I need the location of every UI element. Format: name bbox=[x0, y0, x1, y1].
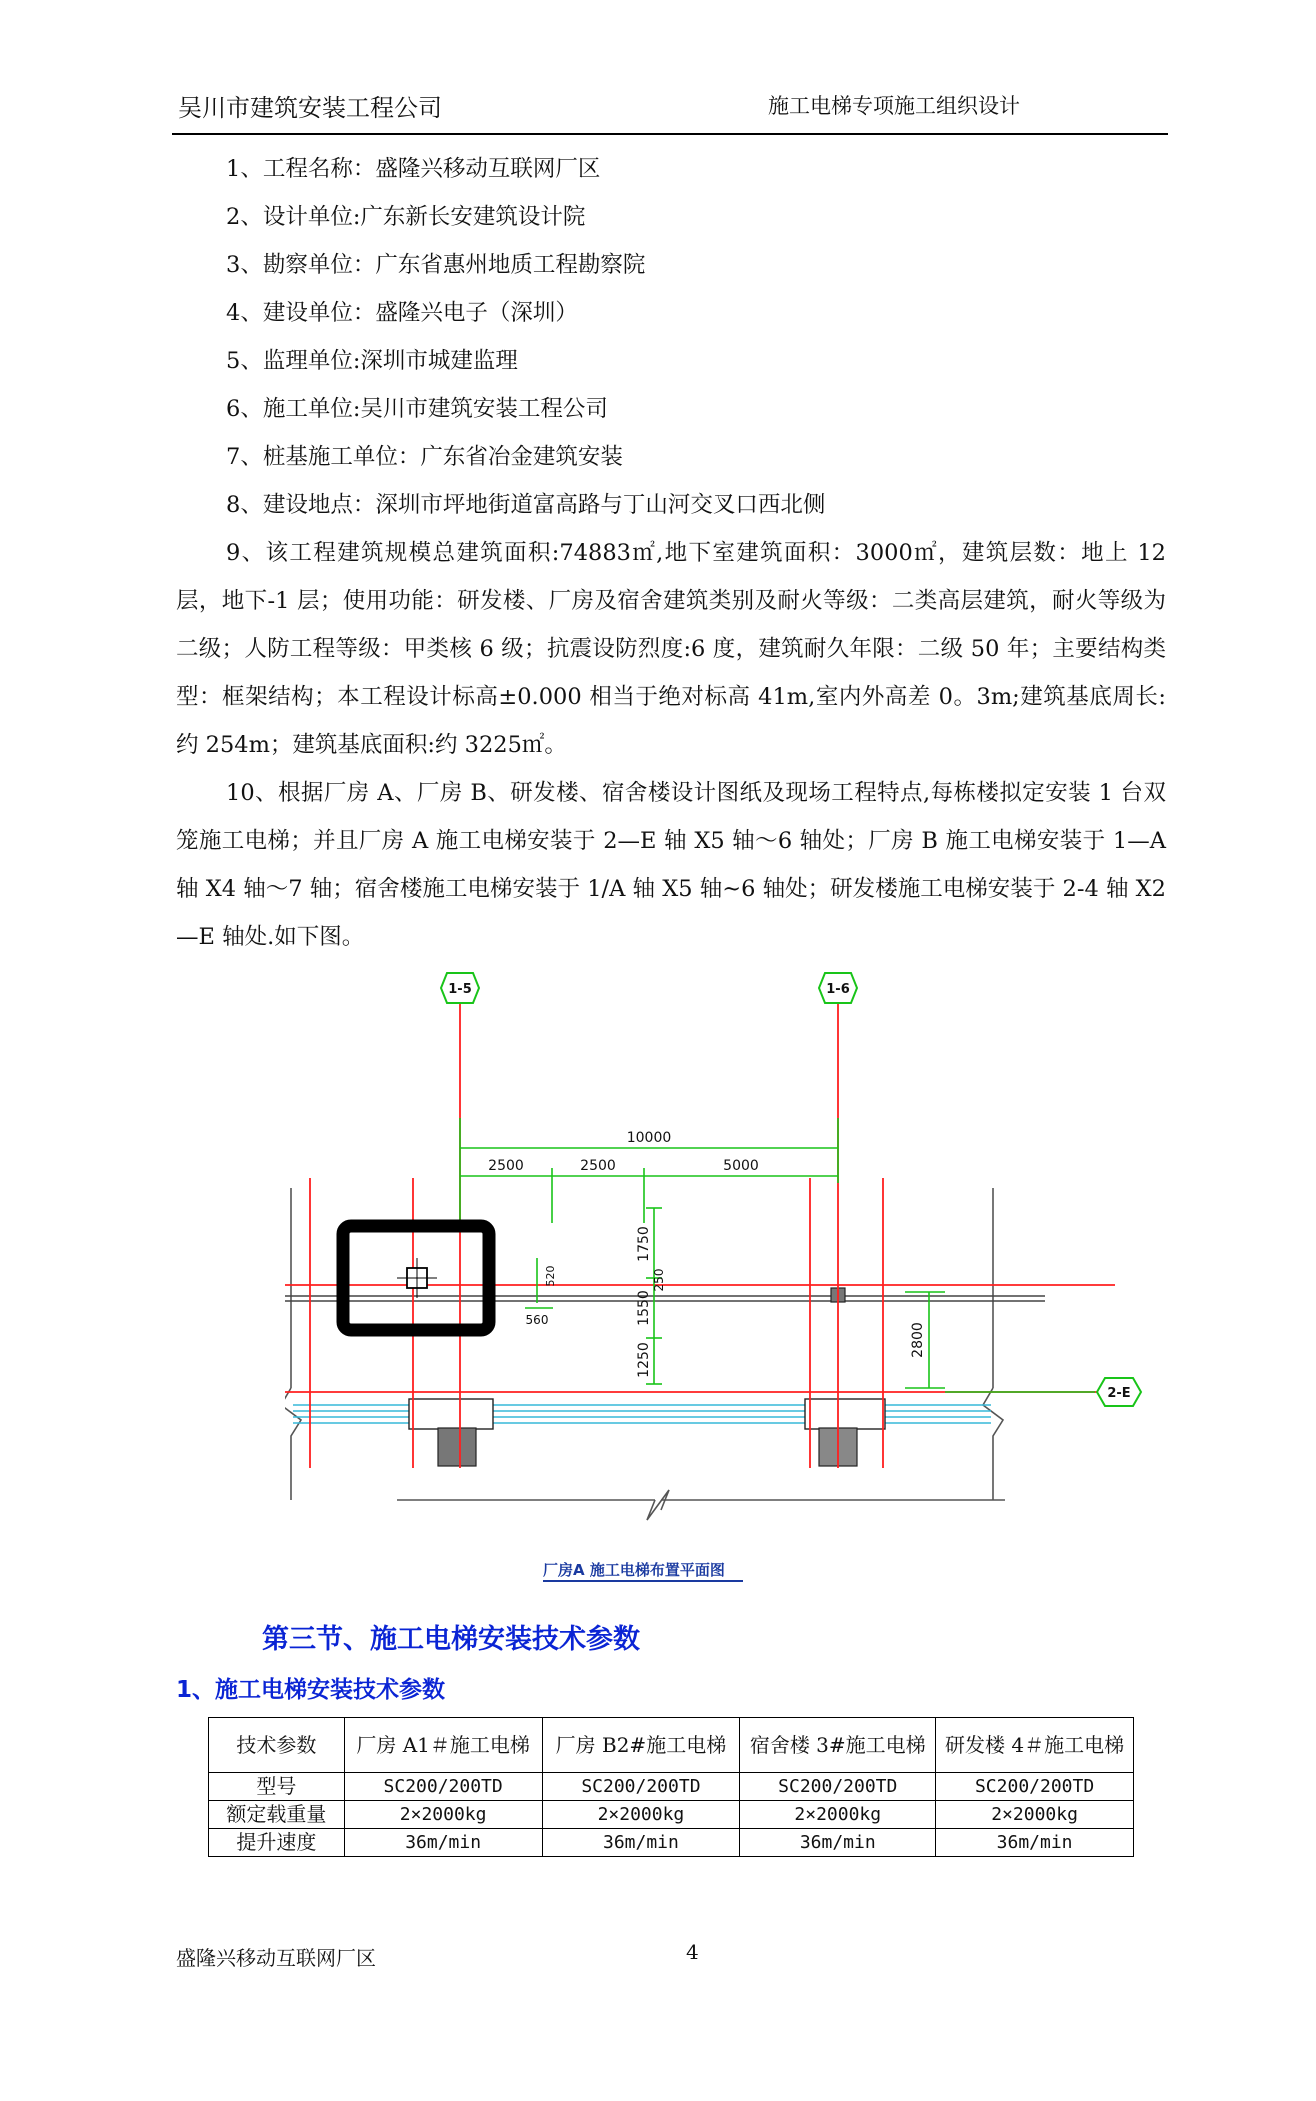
table-row bbox=[209, 1773, 1134, 1801]
table-row bbox=[209, 1829, 1134, 1857]
dimension-lines bbox=[460, 1118, 1095, 1392]
svg-text:250: 250 bbox=[652, 1268, 666, 1292]
project-info-item-4: 4、建设单位：盛隆兴电子（深圳） bbox=[226, 300, 578, 326]
table-cell: 型号 bbox=[209, 1773, 345, 1801]
table-cell: 提升速度 bbox=[209, 1829, 345, 1857]
caption-underline bbox=[543, 1580, 743, 1582]
header-rule bbox=[172, 133, 1168, 135]
table-header-cell: 技术参数 bbox=[209, 1718, 345, 1773]
svg-text:1-5: 1-5 bbox=[448, 982, 472, 997]
table-cell: SC200/200TD bbox=[542, 1773, 740, 1801]
axis-bubble-1-5 bbox=[441, 973, 479, 1003]
table-cell: 2×2000kg bbox=[740, 1801, 936, 1829]
svg-text:10000: 10000 bbox=[626, 1130, 672, 1146]
table-cell: 2×2000kg bbox=[542, 1801, 740, 1829]
table-cell: SC200/200TD bbox=[740, 1773, 936, 1801]
figure-caption: 厂房A 施工电梯布置平面图 bbox=[543, 1561, 725, 1579]
table-header-cell: 宿舍楼 3#施工电梯 bbox=[740, 1718, 936, 1773]
project-info-item-6: 6、施工单位:吴川市建筑安装工程公司 bbox=[226, 396, 608, 422]
svg-text:1250: 1250 bbox=[636, 1342, 652, 1378]
table-cell: 额定载重量 bbox=[209, 1801, 345, 1829]
project-info-item-3: 3、勘察单位：广东省惠州地质工程勘察院 bbox=[226, 252, 646, 278]
header-document-title: 施工电梯专项施工组织设计 bbox=[768, 94, 1020, 118]
project-info-item-2: 2、设计单位:广东新长安建筑设计院 bbox=[226, 204, 586, 230]
svg-text:1550: 1550 bbox=[636, 1290, 652, 1326]
project-info-item-8: 8、建设地点：深圳市坪地街道富高路与丁山河交叉口西北侧 bbox=[226, 492, 826, 518]
document-body bbox=[176, 145, 1166, 961]
svg-text:520: 520 bbox=[544, 1265, 557, 1287]
axis-bubble-2-e bbox=[1097, 1378, 1141, 1406]
project-info-item-1: 1、工程名称：盛隆兴移动互联网厂区 bbox=[226, 156, 601, 182]
footer-project-name: 盛隆兴移动互联网厂区 bbox=[176, 1946, 376, 1970]
slab-edge-lines bbox=[285, 1296, 1045, 1301]
project-scale-paragraph: 9、该工程建筑规模总建筑面积:74883㎡,地下室建筑面积：3000㎡，建筑层数：地上 12 层，地下-1 层；使用功能：研发楼、厂房及宿舍建筑类别及耐火等级：二类高层建筑，耐火等级为二级；人防工程等级：甲类核 6 级；抗震设防烈度:6 度，建筑耐久年限：二级 50 年；主要结构类型：框架结构；本工程设计标高±0.000 相当于绝对标高 41m,室内外高差 0。3m;建筑基底周长:约 254m；建筑基底面积:约 3225㎡。 bbox=[176, 540, 1166, 758]
section-title: 第三节、施工电梯安装技术参数 bbox=[262, 1624, 640, 1655]
svg-text:2500: 2500 bbox=[488, 1158, 524, 1174]
table-header-cell: 厂房 B2#施工电梯 bbox=[542, 1718, 740, 1773]
table-header-cell: 厂房 A1＃施工电梯 bbox=[344, 1718, 542, 1773]
table-header-cell: 研发楼 4＃施工电梯 bbox=[936, 1718, 1134, 1773]
svg-text:5000: 5000 bbox=[723, 1158, 759, 1174]
svg-text:560: 560 bbox=[525, 1313, 549, 1327]
table-cell: 36m/min bbox=[344, 1829, 542, 1857]
elevator-location-paragraph: 10、根据厂房 A、厂房 B、研发楼、宿舍楼设计图纸及现场工程特点,每栋楼拟定安装 1 台双笼施工电梯；并且厂房 A 施工电梯安装于 2—E 轴 X5 轴～6 轴处；厂房 B 施工电梯安装于 1—A 轴 X4 轴～7 轴；宿舍楼施工电梯安装于 1/A 轴 X5 轴~6 轴处；研发楼施工电梯安装于 2-4 轴 X2—E 轴处.如下图。 bbox=[176, 780, 1166, 950]
svg-text:1-6: 1-6 bbox=[826, 982, 850, 997]
svg-text:1750: 1750 bbox=[636, 1226, 652, 1262]
elevator-layout-plan-drawing bbox=[285, 968, 1145, 1548]
table-cell: 36m/min bbox=[740, 1829, 936, 1857]
lintel-boxes bbox=[409, 1399, 885, 1429]
table-cell: 36m/min bbox=[542, 1829, 740, 1857]
header-company: 吴川市建筑安装工程公司 bbox=[178, 94, 442, 122]
table-cell: 2×2000kg bbox=[344, 1801, 542, 1829]
table-cell: 36m/min bbox=[936, 1829, 1134, 1857]
table-cell: SC200/200TD bbox=[936, 1773, 1134, 1801]
elevator-parameters-table bbox=[208, 1717, 1134, 1857]
svg-text:2500: 2500 bbox=[580, 1158, 616, 1174]
elevator-cage bbox=[343, 1226, 489, 1330]
project-info-item-7: 7、桩基施工单位：广东省冶金建筑安装 bbox=[226, 444, 623, 470]
svg-text:2-E: 2-E bbox=[1107, 1386, 1131, 1401]
page-number: 4 bbox=[686, 1940, 699, 1964]
table-header-row bbox=[209, 1718, 1134, 1773]
table-cell: SC200/200TD bbox=[344, 1773, 542, 1801]
project-info-item-5: 5、监理单位:深圳市城建监理 bbox=[226, 348, 518, 374]
subsection-title: 1、施工电梯安装技术参数 bbox=[176, 1677, 446, 1703]
svg-text:2800: 2800 bbox=[910, 1322, 926, 1358]
table-cell: 2×2000kg bbox=[936, 1801, 1134, 1829]
dimension-text bbox=[488, 1130, 926, 1378]
curtain-wall-strips bbox=[293, 1405, 991, 1423]
table-row bbox=[209, 1801, 1134, 1829]
axis-bubble-1-6 bbox=[819, 973, 857, 1003]
